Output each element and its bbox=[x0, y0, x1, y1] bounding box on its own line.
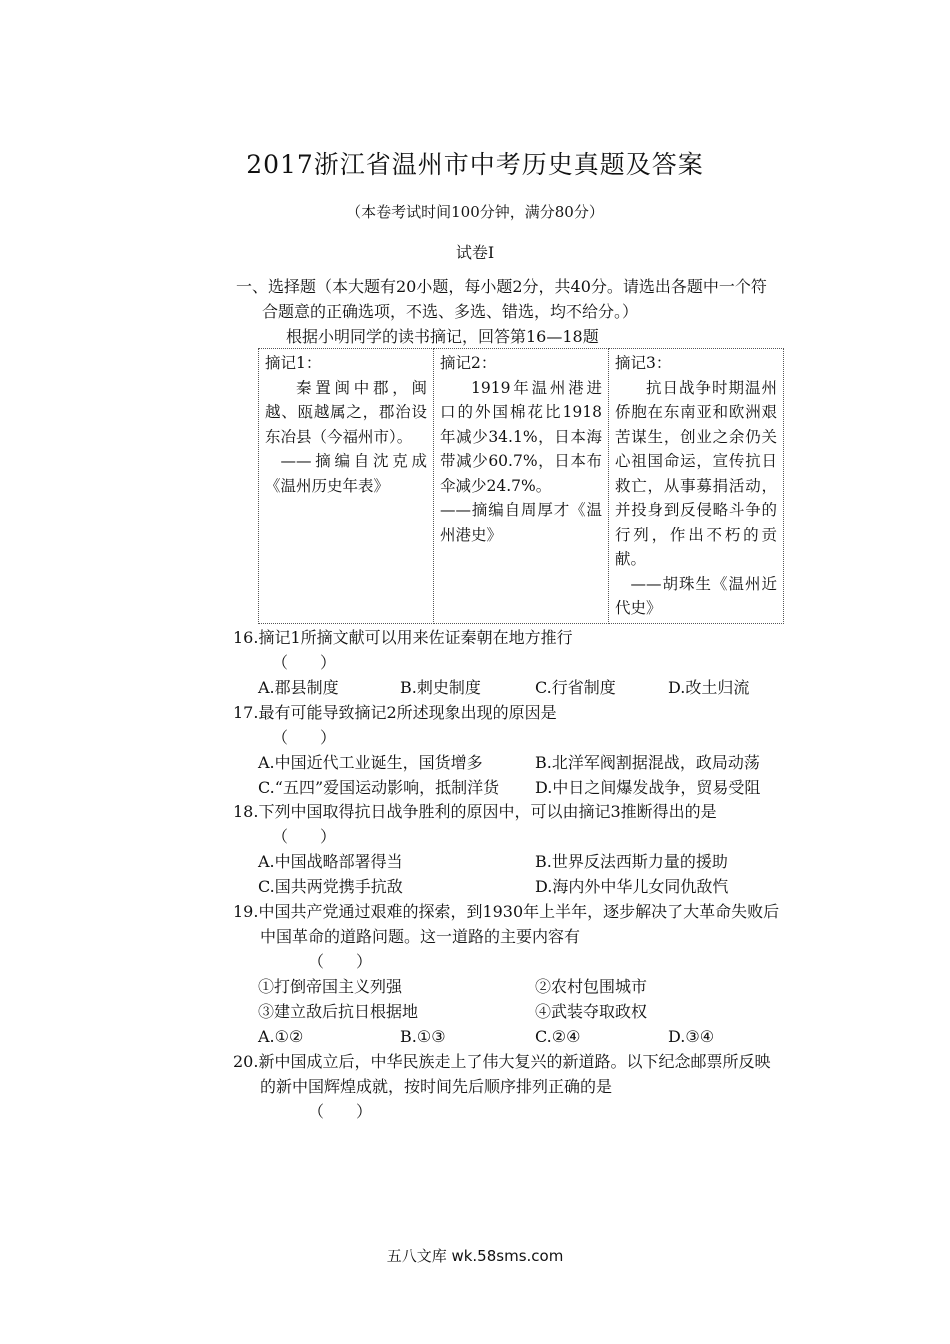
note-source: ——摘编自周厚才《温州港史》 bbox=[440, 501, 602, 544]
option-a: A.中国近代工业诞生，国货增多 bbox=[258, 753, 483, 772]
option-c: C.国共两党携手抗敌 bbox=[258, 877, 403, 896]
section-heading-line2: 合题意的正确选项，不选、多选、错选，均不给分。） bbox=[262, 302, 639, 321]
exam-subtitle: （本卷考试时间100分钟，满分80分） bbox=[346, 203, 604, 221]
item-2: ②农村包围城市 bbox=[535, 977, 648, 996]
item-1: ①打倒帝国主义列强 bbox=[258, 977, 403, 996]
exam-title: 2017浙江省温州市中考历史真题及答案 bbox=[246, 150, 704, 179]
answer-blank: （ ） bbox=[272, 827, 337, 846]
footer-watermark: 五八文库 wk.58sms.com bbox=[386, 1247, 564, 1265]
option-b: B.北洋军阀割据混战，政局动荡 bbox=[535, 753, 760, 772]
question-19-stem-line2: 中国革命的道路问题。这一道路的主要内容有 bbox=[260, 927, 581, 946]
note-title: 摘记1： bbox=[265, 354, 322, 372]
option-a: A.①② bbox=[258, 1027, 304, 1046]
note-3 bbox=[609, 349, 784, 624]
note-body: 抗日战争时期温州侨胞在东南亚和欧洲艰苦谋生，创业之余仍关心祖国命运，宣传抗日救亡，从事募捐活动，并投身到反侵略斗争的行列，作出不朽的贡献。 bbox=[615, 378, 777, 568]
option-b: B.刺史制度 bbox=[400, 678, 481, 697]
question-20-stem-line2: 的新中国辉煌成就，按时间先后顺序排列正确的是 bbox=[260, 1077, 613, 1096]
note-source: ——胡珠生《温州近代史》 bbox=[615, 574, 777, 617]
question-18-stem: 18.下列中国取得抗日战争胜利的原因中，可以由摘记3推断得出的是 bbox=[233, 802, 717, 821]
answer-blank: （ ） bbox=[308, 952, 373, 971]
item-4: ④武装夺取政权 bbox=[535, 1002, 648, 1021]
reading-notes-table bbox=[258, 348, 784, 624]
note-body: 秦置闽中郡，闽越、瓯越属之，郡治设东冶县（今福州市）。 bbox=[265, 378, 427, 446]
question-17-stem: 17.最有可能导致摘记2所述现象出现的原因是 bbox=[233, 703, 557, 722]
note-body: 1919年温州港进口的外国棉花比1918年减少34.1%，日本海带减少60.7%，日本布伞减少24.7%。 bbox=[440, 378, 602, 495]
question-20-stem-line1: 20.新中国成立后，中华民族走上了伟大复兴的新道路。以下纪念邮票所反映 bbox=[233, 1052, 771, 1071]
answer-blank: （ ） bbox=[308, 1102, 373, 1121]
option-d: D.③④ bbox=[668, 1027, 715, 1046]
question-19-stem-line1: 19.中国共产党通过艰难的探索，到1930年上半年，逐步解决了大革命失败后 bbox=[233, 902, 780, 921]
answer-blank: （ ） bbox=[272, 728, 337, 747]
option-d: D.中日之间爆发战争，贸易受阻 bbox=[535, 778, 761, 797]
option-c: C.行省制度 bbox=[535, 678, 616, 697]
note-title: 摘记3： bbox=[615, 354, 672, 372]
item-3: ③建立敌后抗日根据地 bbox=[258, 1002, 419, 1021]
note-source: ——摘编自沈克成《温州历史年表》 bbox=[265, 452, 427, 495]
option-d: D.海内外中华儿女同仇敌忾 bbox=[535, 877, 729, 896]
note-2 bbox=[434, 349, 609, 624]
reading-intro: 根据小明同学的读书摘记，回答第16—18题 bbox=[286, 327, 599, 346]
section-heading-line1: 一、选择题（本大题有20小题，每小题2分，共40分。请选出各题中一个符 bbox=[236, 277, 767, 296]
note-1 bbox=[259, 349, 434, 624]
answer-blank: （ ） bbox=[272, 653, 337, 672]
note-title: 摘记2： bbox=[440, 354, 497, 372]
option-b: B.世界反法西斯力量的援助 bbox=[535, 852, 728, 871]
option-a: A.郡县制度 bbox=[258, 678, 339, 697]
paper-label: 试卷Ⅰ bbox=[455, 243, 495, 262]
option-a: A.中国战略部署得当 bbox=[258, 852, 403, 871]
option-c: C.“五四”爱国运动影响，抵制洋货 bbox=[258, 778, 500, 797]
option-b: B.①③ bbox=[400, 1027, 446, 1046]
question-16-stem: 16.摘记1所摘文献可以用来佐证秦朝在地方推行 bbox=[233, 628, 573, 647]
option-d: D.改土归流 bbox=[668, 678, 750, 697]
option-c: C.②④ bbox=[535, 1027, 581, 1046]
